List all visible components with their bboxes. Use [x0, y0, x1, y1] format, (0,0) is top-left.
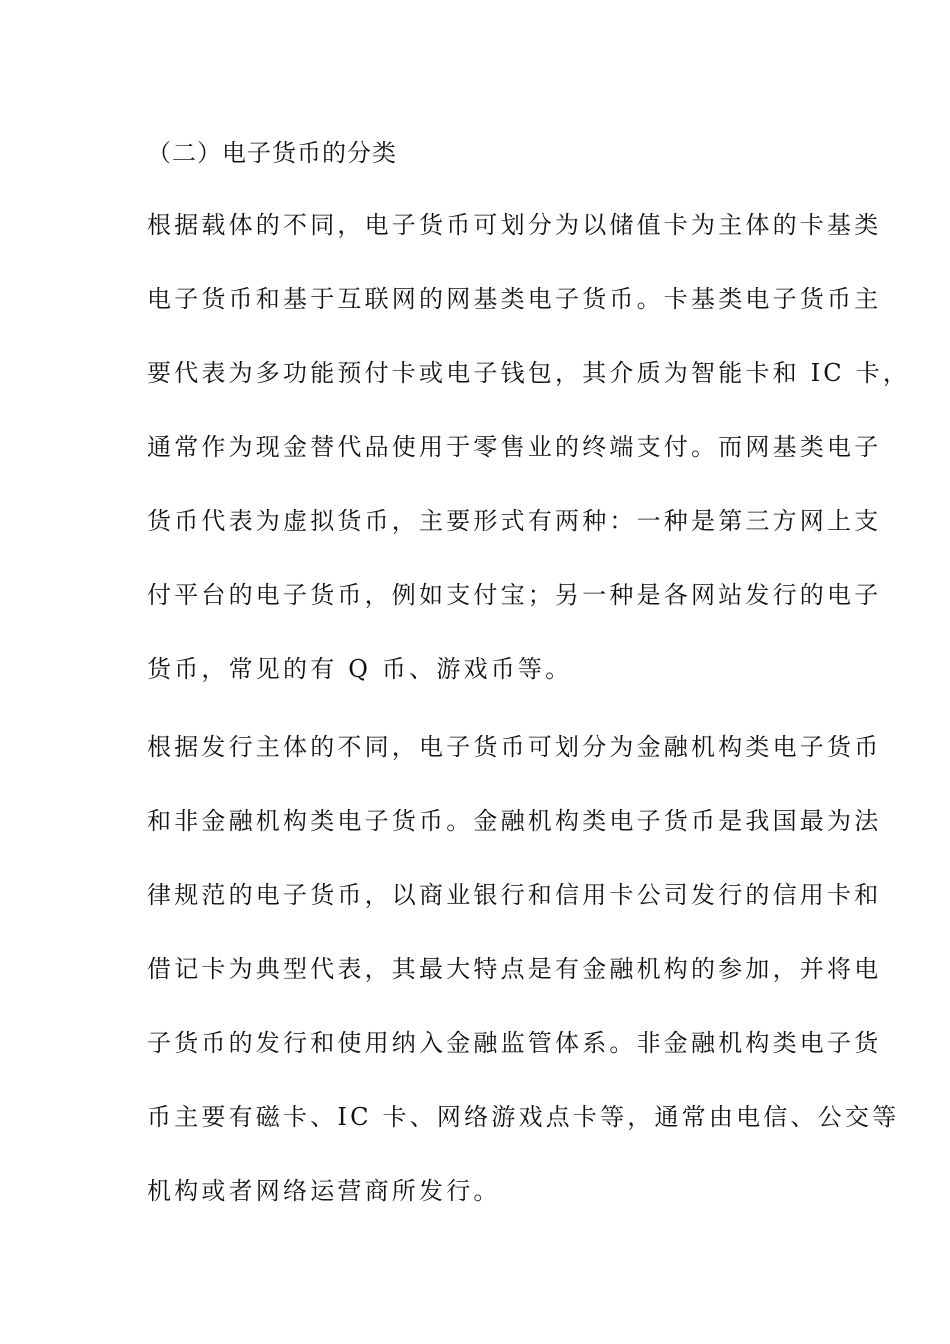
section-heading: （二）电子货币的分类 [147, 139, 397, 167]
paragraph-line: 律规范的电子货币，以商业银行和信用卡公司发行的信用卡和 [147, 881, 882, 909]
paragraph-line: 子货币的发行和使用纳入金融监管体系。非金融机构类电子货 [147, 1029, 882, 1057]
paragraph-line: 币主要有磁卡、IC 卡、网络游戏点卡等，通常由电信、公交等 [147, 1103, 900, 1131]
paragraph-line: 通常作为现金替代品使用于零售业的终端支付。而网基类电子 [147, 433, 882, 461]
paragraph-line: 和非金融机构类电子货币。金融机构类电子货币是我国最为法 [147, 807, 882, 835]
paragraph-line: 要代表为多功能预付卡或电子钱包，其介质为智能卡和 IC 卡， [147, 359, 911, 387]
paragraph-line: 机构或者网络运营商所发行。 [147, 1177, 501, 1205]
paragraph-line: 货币代表为虚拟货币，主要形式有两种：一种是第三方网上支 [147, 507, 882, 535]
paragraph-line: 借记卡为典型代表，其最大特点是有金融机构的参加，并将电 [147, 955, 882, 983]
paragraph-line: 电子货币和基于互联网的网基类电子货币。卡基类电子货币主 [147, 285, 882, 313]
paragraph-line: 付平台的电子货币，例如支付宝；另一种是各网站发行的电子 [147, 581, 882, 609]
paragraph-line: 货币，常见的有 Q 币、游戏币等。 [147, 655, 573, 683]
paragraph-line: 根据载体的不同，电子货币可划分为以储值卡为主体的卡基类 [147, 211, 882, 239]
paragraph-line: 根据发行主体的不同，电子货币可划分为金融机构类电子货币 [147, 733, 882, 761]
